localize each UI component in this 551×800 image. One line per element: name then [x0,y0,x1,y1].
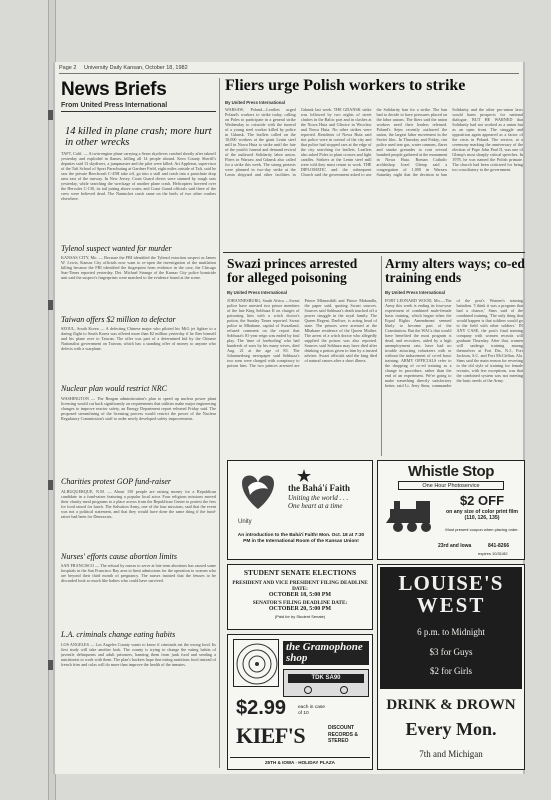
louises-name: WEST [416,593,486,617]
brief-body: TAFT, Calif. — A twin-engine plane carrying a Sears skydivers crashed shortly after takeoff yesterday and exploded in flames, killing all 14 people aboard. Kern County Sheriff's deputies said 13 skydivers, a jumpmaster and the pilot were killed. Art Appleton, supervisor of the Taft School of Sport Parachuting at Gardner Field, eight miles outside of Taft, said he saw the private Beechcraft C-45H take off, go into a stall and crash into a parachute drop area east of the runway. In New Jersey, Coast Guard divers were stunned by rough seas yesterday, while searching the wreckage of another plane crash. Helicopters hovered over the Hercules C-130, its tail jutting above water, and Coast Guard officials said three of the crew were believed dead. The Nantucket crash came on the heels of two other crashes elsewhere. [61,151,216,201]
bahai-brand: the Bahá'í Faith [288,483,351,493]
louises-deal: 6 p.m. to Midnight [417,627,485,637]
senate-note: (Paid for by Student Senate) [274,614,326,619]
whistle-offer-note: Must present coupon when placing order. [445,527,519,532]
swazi-headline: Swazi princes arrested for alleged poisoning [227,256,358,286]
lead-body: WARSAW, Poland—Leaflets urged Poland's workers to strike today, calling on Poles to participate in a general strike Wednesday to coincide with the funeral of a young steel worker killed by police in Gdansk. The leaflets called on the 10,000 workers at the giant Lenin steel mill in Nowa Huta to strike until the fate of the youth's funeral and demand revival of the outlawed Solidarity labor union. Fliers in Warsaw and Gdansk also called for a strike this week. The strong protests were planned in two-day strike at the Lenin shipyard and other facilities in Gdansk last week. THE GDANSK strike was followed by two nights of street clashes in the Baltic port and in clashes at the Nowa Huta and Gliwice in Wroclaw and Nowa Huta. No other strikes were reported. Residents of Nowa Huta said riot police were in control of the city and that police had stopped cars at the edge of the city searching for leaflets. Leaflets also asked Poles to plant crosses and light candles. Strikers at the Lenin steel mill were told they must return to work. THE DIPLOMATIC and the subsequent Church said the government asked to use the Solidarity ban for a strike. The ban had to decide to have pressures placed on the labor unions. The fliers said the union workers need their leaders released. Poland's Sejm recently outlawed the union, the largest labor movement in the Soviet bloc. In Thursday and Friday, riot police used tear gas, water cannons, flares and smoke grenades to rout several hundred people gathered at the monument in Nowa Huta. Roman Catholic archbishop Jozef Glemp said a congregation of 1,000 in Warsaw Saturday night that the decision to ban Solidarity and the other pro-union laws would harm prospects for national dialogue. BUT HE WARNED that Solidarity had not worked as a union but as an open front. The struggle and opposition again appeared as a factor of the crisis in Poland. The service, at a ceremony marking the anniversary of the election of Pope John Paul II, was one of Glemp's most sharply critical speeches. In 1978, he was named the Polish primate. The church had been criticized for being too conciliatory to the government. [225,107,523,177]
swazi-body: JOHANNESBURG, South Africa —Swazi police have arrested two prince members of the late King Sobhuza II on charges of poisoning him with a witch doctor's potion, the Sunday Times reported. Swazi police in Mbabane, capital of Swaziland, refused comment on the report that Sobhuza's 81-year reign was ended by foul play. The 'time of foreboding' who had hundreds of sons by his many wives, died Aug. 21 at the age of 83. The Johannesburg newspaper said Sobhuza's two sons were charged with conspiracy to poison him. The two princes arrested are Prince Mfanasibili and Prince Mabandla, the paper said, quoting Swazi sources. Sources said Sobhuza's death touched off a power struggle in the royal family. The Queen Regent, Dzeliwe, is acting head of state. The princes were arrested at the Mbabane residence of the Queen Mother. The arrest of a witch doctor who allegedly supplied the poison was also reported. Sources said Sobhuza may have died after drinking a potion given to him by a trusted adviser. Swazi officials said the king died of natural causes after a short illness. [227,298,377,368]
bahai-tagline: Uniting the world . . . [288,494,349,502]
senate-date: OCTOBER 20, 5:00 PM [268,606,332,612]
senate-line: PRESIDENT AND VICE PRESIDENT FILING DEADLINE DATE: [232,580,368,592]
senate-title: STUDENT SENATE ELECTIONS [243,568,357,577]
brief-headline: 14 killed in plane crash; more hurt in other wrecks [65,126,212,149]
brief-headline: L.A. criminals change eating habits [61,630,176,639]
dove-heart-icon [234,469,282,527]
tape-brand: TDK SA90 [288,674,364,683]
army-body: FORT LEONARD WOOD, Mo.—The Army this week is ending its four-year experiment of combined male-female basic training, which began when the Equal Rights Amendment seemed likely to become part of the Constitution. But the WACs that would have benefited the most program is dead, and recruiters, aided by a high unemployment rate, have had no trouble attracting volunteers with or without the inducement of co-ed basic training. ARMY OFFICIALS refer to the dropping of co-ed training as a change in procedure, rather than the end of an experiment. We're going to make something directly satisfactory better, said Lt. Jerry Sims, commander of the post's Women's training battalion. 'I think it was a program that had a chance,' Sims said of the combined training. 'The only thing that would happen is that soldiers would go to the field with other soldiers.' IN ANY CASE, the post's final training company with women recruits will graduate Thursday. After that, women will undergo training among themselves at Fort Dix, N.J., Fort Jackson, S.C. and Fort McClellan, Ala. Sims said the main reason for reverting to the old style of training for female recruits, with few exceptions, was that the combined system was not meeting the basic needs of the Army. [385,298,523,388]
whistle-offer-detail: on any size of color print film (110, 126, 135) [445,509,519,521]
locomotive-icon [386,495,440,535]
whistle-name: Whistle Stop [407,463,495,480]
louises-headline: DRINK & DROWN [386,697,516,713]
kiefs-address: 25TH & IOWA · HOLIDAY PLAZA [230,757,370,765]
louises-deal: $2 for Girls [430,666,472,676]
briefs-subtitle: From United Press International [61,102,168,109]
lead-headline: Fliers urge Polish workers to strike [225,77,466,94]
louises-location: 7th and Michigan [419,749,483,759]
brief-headline: Taiwan offers $2 million to defector [61,315,176,324]
whistle-address: 23rd and Iowa [438,543,472,549]
lead-byline: By United Press International [225,100,285,105]
bahai-footer: An introduction to the Bahá'í Faith! Mon. Oct. 18 at 7:30 PM in the International Room of the Kansas Union! [237,533,365,544]
record-grooves-art [233,639,279,687]
louises-sub: Every Mon. [405,719,497,739]
brief-body: SAN FRANCISCO — The refusal by nurses to serve at late term abortions has caused some hospitals in the San Francisco Bay area to limit admissions for the operation to women who are beyond their third month of pregnancy. The nurses insisted that the fetuses to be discarded look so much like babies who could have survived. [61,563,216,583]
page-header [59,64,519,74]
brief-body: LOS ANGELES — Los Angeles County wants to know if criminals eat the wrong food. Its first study will take another look. The county is trying to change the eating habits of juvenile delinquents and adult prisoners, banning them from junk food and sending a nutritionist to work with them. The plan's backers hope that eating nutritious food instead of french fries and colas will do more than improve the health of the inmates. [61,642,216,667]
price-note: each in case of 10 [298,705,325,716]
briefs-title: News Briefs [61,79,167,100]
brief-headline: Charities protest GOP fund-raiser [61,477,172,486]
whistle-sub: One Hour Photoservice [398,481,504,490]
whistle-phone: 841-8266 [488,543,510,549]
whistle-offer: $2 OFF [459,493,505,508]
tape-price: $2.99 [236,697,287,719]
senate-date: OCTOBER 18, 5:00 PM [268,592,332,598]
brief-headline: Nurses' efforts cause abortion limits [61,552,177,561]
bahai-ad [227,460,373,560]
swazi-byline: By United Press International [227,290,287,295]
gramophone-name: the Gramophone shop [283,641,369,665]
bahai-star-icon [296,469,312,483]
army-headline: Army alters ways; co-ed training ends [385,256,525,286]
gramophone-ad [227,634,373,770]
svg-text:Unity: Unity [238,519,252,525]
brief-body: WASHINGTON — The Reagan administration's plan to speed up nuclear power plant licensing would cut back significantly on requirements that utilities make major engineering changes to improve reactor safety, an Energy Department report released Friday said. The proposed streamlining of the licensing process would restrict the power of the Nuclear Regulatory Commission's staff to order newly developed safety improvements. [61,396,216,421]
bahai-tagline: One heart at a time [288,502,343,510]
kiefs-sub: DISCOUNT RECORDS & STEREO [328,725,359,744]
whistle-expires: expires 10/31/82 [478,551,508,556]
student-senate-ad [227,564,373,630]
louises-west-ad [377,564,525,770]
louises-deal: $3 for Guys [429,647,473,657]
brief-headline: Tylenol suspect wanted for murder [61,244,172,253]
senate-line: SENATOR'S FILING DEADLINE DATE: [252,600,348,606]
newspaper-page [53,62,525,774]
publication-line: University Daily Kansan, October 18, 1982 [84,65,188,71]
brief-body: SEOUL, South Korea — A defecting Chinese major who piloted his MiG jet fighter to a daring flight to South Korea was offered more than $2 million yesterday if he flies himself and his plane over to Taiwan. The offer was part of a determined bid by the Chinese Nationalist government on Taiwan, which has a standing offer of money to anyone who defects with a warplane. [61,326,216,351]
brief-body: ALBUQUERQUE, N.M. — About 150 people are raising money for a Republican candidate in a fund-raiser featuring a popular local actor. Four religious missions moved their charity meal programs to a place across from the Republican Center to protest the fees for food raised for lunch. The Salvation Army, one of the four missions, said that the event was not a political statement, and that they would have done the same thing if the fund-raiser had been for Democrats. [61,489,216,519]
brief-headline: Nuclear plan would restrict NRC [61,384,167,393]
kiefs-name: KIEF'S [236,723,306,748]
page-number: Page 2 [59,65,77,71]
cassette-image [283,669,369,697]
brief-body: KANSAS CITY, Mo. — Because the FBI identified the Tylenol extortion suspect as James W. Lewis, Kansas City officials now want to re-open the investigation of the mutilation killing because the FBI identified the fingerprint from evidence in the case, the Chicago Sun-Times reported yesterday. Det. Michael Strange of the Kansas City police homicide unit said the suspect's fingerprints were matched to the evidence found at the scene. [61,255,216,280]
army-byline: By United Press International [385,290,445,295]
whistle-stop-ad [377,460,525,560]
louises-name: LOUISE'S [398,571,504,595]
